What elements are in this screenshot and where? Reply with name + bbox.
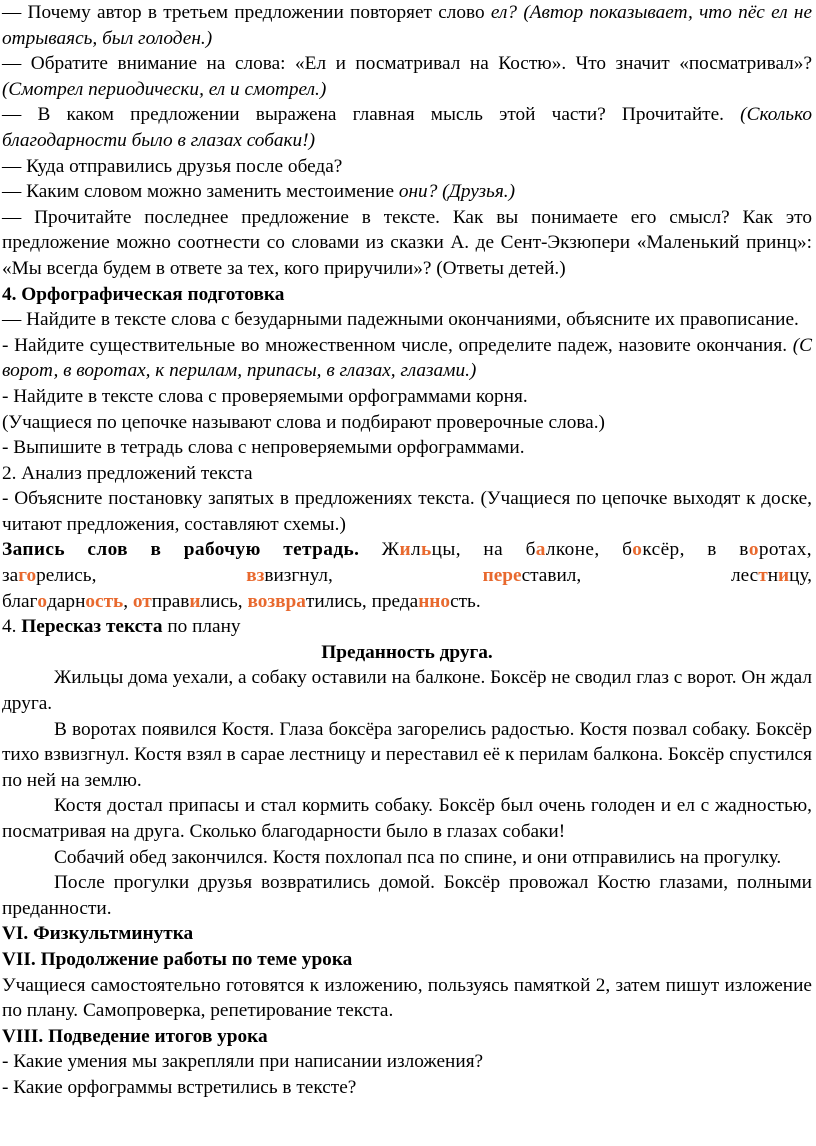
word-fragment: лконе, б [545, 539, 633, 561]
spelling-highlight: нно [418, 590, 451, 612]
word-fragment: сть. [450, 590, 481, 612]
word-fragment: л [410, 539, 422, 561]
retell-rest: по плану [162, 616, 241, 638]
record-label: Запись слов в рабочую тетрадь. [2, 539, 360, 561]
word-fragment: дарн [47, 590, 86, 612]
story-paragraph: Жильцы дома уехали, а собаку оставили на балконе. Боксёр не сводил глаз с ворот. Он ждал друга. [2, 667, 812, 715]
retell-number: 4. [2, 616, 22, 638]
retell-heading [2, 614, 812, 640]
spelling-highlight: от [132, 590, 152, 612]
record-line-2 [2, 563, 812, 589]
task-endings [2, 307, 812, 333]
task-commas: - Объясните постановку запятых в предложениях текста. (Учащиеся по цепочке выходят к доске, читают предложения, составляют схемы.) [2, 488, 812, 535]
question-1 [2, 0, 812, 51]
spelling-highlight: ость [85, 590, 124, 612]
record-line-3 [2, 589, 812, 615]
record-line-1 [2, 537, 812, 563]
dash: — [2, 309, 22, 331]
spelling-highlight: го [18, 565, 37, 587]
task-plural [2, 333, 812, 384]
task-answer: (С ворот, в воротах, к перилам, припасы, в глазах, глазами.) [2, 334, 812, 382]
task-text: - Найдите существительные во множественном числе, определите падеж, назовите окончания. [2, 334, 793, 356]
word-fragment: релись, [36, 565, 247, 587]
dash: — [2, 2, 22, 23]
word-fragment: цы, на б [431, 539, 536, 561]
spelling-highlight: возвра [247, 590, 306, 612]
question-text: В каком предложении выражена главная мысль этой части? Прочитайте. [21, 104, 741, 126]
question-text: Каким словом можно заменить местоимение [21, 181, 399, 203]
word-fragment: Ж [359, 539, 400, 561]
section-heading-physical: VI. Физкультминутка [2, 923, 194, 945]
dash: — [2, 206, 22, 228]
story-paragraph: После прогулки друзья возвратились домой. Боксёр провожал Костю глазами, полными преданности. [2, 872, 812, 919]
task-root-spelling: - Найдите в тексте слова с проверяемыми орфограммами корня. [2, 385, 528, 407]
word-fragment: лес [731, 565, 759, 587]
question-text: Обратите внимание на слова: «Ел и посматривал на Костю». Что значит «посматривал»? [21, 53, 812, 75]
story-title: Преданность друга. [321, 641, 493, 663]
section-heading-continuation: VII. Продолжение работы по теме урока [2, 948, 353, 970]
word-fragment: благ [2, 590, 38, 612]
word-fragment: цу, [789, 565, 812, 587]
question-text: Прочитайте последнее предложение в тексте. Как вы понимаете его смысл? Как это предложение можно соотнести со словами из сказки А. де Сент-Экзюпери «Маленький принц»: «Мы всегда будем в ответе за тех, кого приручили»? (Ответы детей.) [2, 206, 812, 279]
word-fragment: ксёр, в в [642, 539, 749, 561]
question-2 [2, 51, 812, 102]
word-fragment: н [767, 565, 779, 587]
word-fragment: тились, преда [305, 590, 419, 612]
section-heading-orthography: 4. Орфографическая подготовка [2, 283, 285, 305]
spelling-highlight: пере [482, 565, 522, 587]
spelling-highlight: и [189, 590, 201, 612]
question-answer: (Смотрел периодически, ел и смотрел.) [2, 78, 327, 100]
section-heading-summary: VIII. Подведение итогов урока [2, 1025, 268, 1047]
dash: — [2, 104, 22, 126]
spelling-highlight: о [632, 539, 643, 561]
dash: — [2, 155, 22, 177]
word-fragment: ставил, [521, 565, 582, 587]
record-words-2a [2, 565, 581, 586]
dash: — [2, 181, 22, 203]
word-fragment: за [2, 565, 19, 587]
spelling-highlight: вз [246, 565, 265, 587]
record-words-1 [359, 539, 812, 560]
question-answer: они? (Друзья.) [398, 181, 516, 203]
record-words-2b [731, 565, 812, 586]
story-paragraph: В воротах появился Костя. Глаза боксёра загорелись радостью. Костя позвал собаку. Боксёр тихо взвизгнул. Костя взял в сарае лестницу и переставил её к перилам балкона. Боксёр спустился по ней на землю. [2, 718, 812, 791]
retell-bold: Пересказ текста [21, 616, 163, 638]
task-note: (Учащиеся по цепочке называют слова и подбирают проверочные слова.) [2, 411, 605, 433]
question-6 [2, 205, 812, 282]
continuation-text: Учащиеся самостоятельно готовятся к изложению, пользуясь памяткой 2, затем пишут изложение по плану. Самопроверка, репетирование текста. [2, 974, 812, 1022]
spelling-highlight: и [778, 565, 790, 587]
question-5 [2, 179, 812, 205]
word-fragment: лись, [200, 590, 248, 612]
word-fragment: ротах, [758, 539, 812, 561]
question-3 [2, 102, 812, 153]
spelling-highlight: т [758, 565, 768, 587]
spelling-highlight: о [37, 590, 48, 612]
question-text: Куда отправились друзья после обеда? [21, 155, 343, 177]
word-fragment: прав [151, 590, 190, 612]
question-answer: (Сколько благодарности было в глазах собаки!) [2, 104, 812, 151]
summary-question-2: - Какие орфограммы встретились в тексте? [2, 1076, 357, 1098]
task-text: Найдите в тексте слова с безударными падежными окончаниями, объясните их правописание. [21, 309, 799, 331]
summary-question-1: - Какие умения мы закрепляли при написании изложения? [2, 1051, 484, 1073]
task-write-out: - Выпишите в тетрадь слова с непроверяемыми орфограммами. [2, 437, 525, 459]
record-words-3 [2, 591, 481, 612]
story-paragraph: Костя достал припасы и стал кормить собаку. Боксёр был очень голоден и ел с жадностью, посматривая на друга. Сколько благодарности было в глазах собаки! [2, 795, 812, 842]
dash: — [2, 53, 22, 75]
question-text: Почему автор в третьем предложении повторяет слово [21, 2, 491, 23]
story-paragraph: Собачий обед закончился. Костя похлопал пса по спине, и они отправились на прогулку. [54, 846, 782, 868]
word-fragment: визгнул, [264, 565, 483, 587]
spelling-highlight: и [399, 539, 411, 561]
spelling-highlight: ь [421, 539, 432, 561]
word-fragment: , [123, 590, 133, 612]
question-4 [2, 154, 812, 180]
question-answer: ел? (Автор показывает, что пёс ел не отрываясь, был голоден.) [2, 2, 812, 49]
spelling-highlight: а [535, 539, 546, 561]
section-heading-analysis: 2. Анализ предложений текста [2, 462, 253, 484]
spelling-highlight: о [748, 539, 759, 561]
